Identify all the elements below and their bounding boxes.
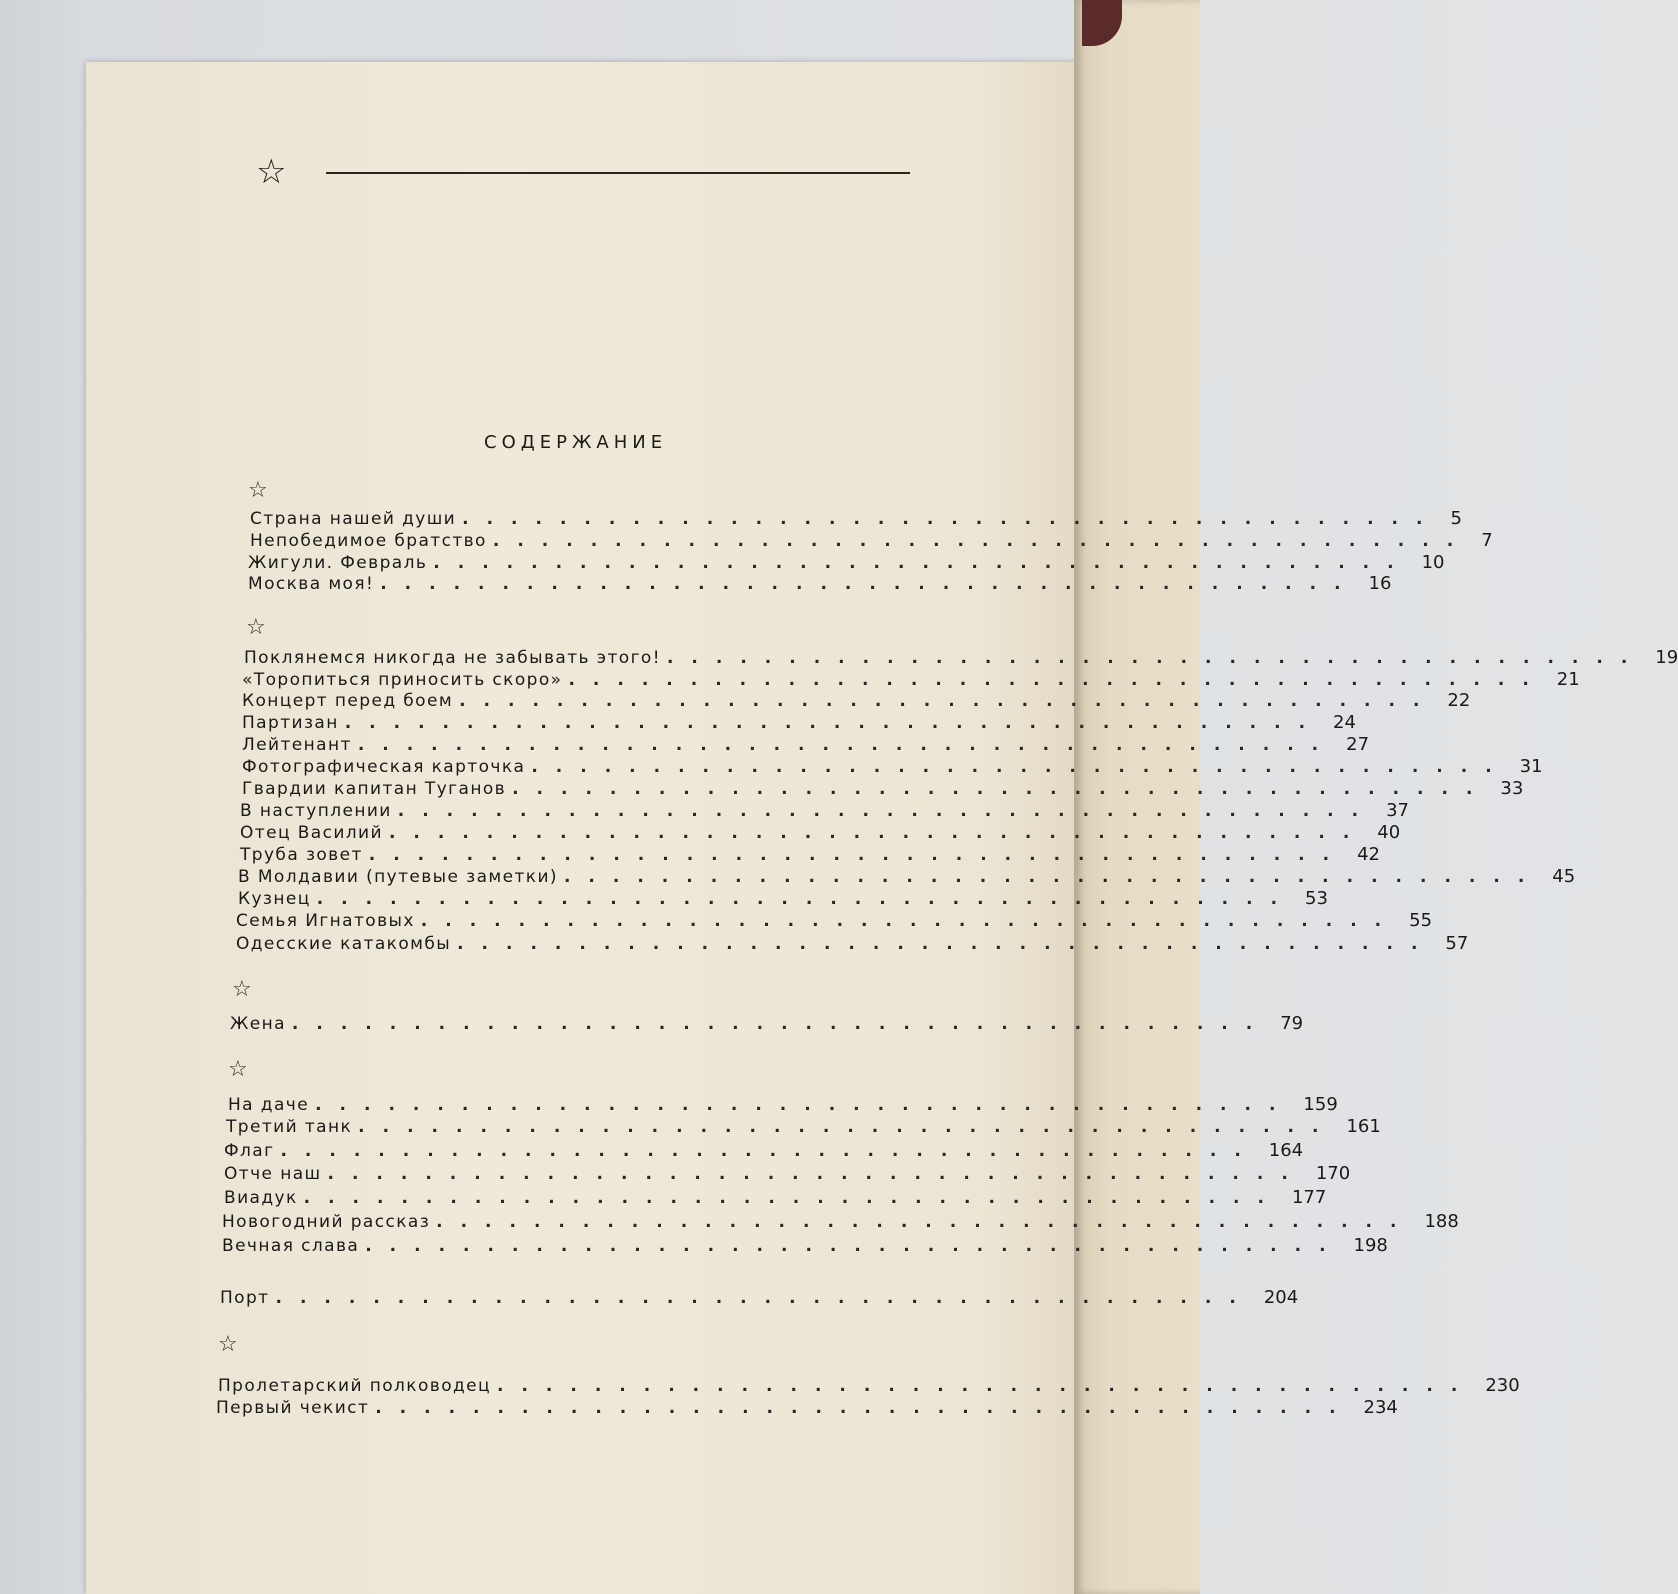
toc-item-page: 234 (1363, 1397, 1398, 1418)
toc-item-page: 161 (1346, 1116, 1381, 1137)
header-rule (326, 172, 910, 174)
leader-dots: ........................................ (365, 1236, 1344, 1256)
toc-item-title: Гвардии капитан Туганов (242, 779, 507, 799)
toc-item[interactable] (244, 647, 1678, 669)
leader-dots: ........................................ (275, 1288, 1254, 1308)
toc-item[interactable] (228, 1094, 1338, 1116)
toc-item-title: На даче (228, 1095, 310, 1115)
toc-item-title: Москва моя! (248, 574, 375, 594)
toc-item-page: 37 (1386, 800, 1409, 821)
toc-item-title: Новогодний рассказ (222, 1212, 431, 1232)
leader-dots: ........................................ (303, 1188, 1282, 1208)
toc-item[interactable] (242, 778, 1524, 800)
toc-item-page: 57 (1445, 933, 1469, 954)
toc-item[interactable] (242, 690, 1471, 712)
leader-dots: ........................................ (420, 911, 1400, 931)
leader-dots: ........................................ (327, 1164, 1306, 1184)
toc-item-title: Первый чекист (216, 1398, 370, 1418)
leader-dots: ........................................ (433, 553, 1412, 573)
toc-item[interactable] (248, 573, 1392, 595)
toc-item[interactable] (230, 1013, 1304, 1035)
toc-item-page: 177 (1291, 1187, 1327, 1208)
toc-item[interactable] (218, 1375, 1520, 1397)
section-star-icon: ☆ (248, 478, 268, 503)
toc-item-page: 45 (1552, 866, 1576, 887)
toc-item[interactable] (240, 800, 1409, 822)
leader-dots: ........................................ (397, 801, 1377, 821)
toc-item-title: Жигули. Февраль (248, 553, 428, 573)
toc-item-page: 53 (1305, 888, 1328, 909)
toc-item[interactable] (242, 734, 1370, 756)
toc-item-page: 198 (1353, 1235, 1388, 1256)
toc-item-title: Жена (230, 1014, 286, 1034)
section-star-icon: ☆ (228, 1057, 248, 1082)
toc-item-title: Отче наш (224, 1164, 322, 1184)
toc-item[interactable] (250, 508, 1462, 530)
toc-item[interactable] (250, 530, 1493, 552)
page-title: СОДЕРЖАНИЕ (484, 432, 668, 453)
toc-item-page: 27 (1346, 734, 1370, 755)
toc-item-page: 188 (1424, 1211, 1459, 1232)
toc-item-page: 164 (1268, 1140, 1304, 1161)
leader-dots: ........................................ (315, 1095, 1294, 1115)
leader-dots: ........................................ (344, 713, 1324, 733)
toc-item-page: 7 (1481, 530, 1493, 551)
toc-item-page: 55 (1409, 910, 1433, 931)
toc-item[interactable] (224, 1140, 1304, 1162)
toc-item[interactable] (242, 756, 1543, 778)
toc-item-title: Третий танк (226, 1117, 353, 1137)
toc-item-title: Труба зовет (240, 845, 363, 865)
toc-item-page: 33 (1500, 778, 1524, 799)
toc-item-page: 40 (1377, 822, 1401, 843)
leader-dots: ........................................ (436, 1212, 1415, 1232)
toc-item-title: Поклянемся никогда не забывать этого! (244, 648, 661, 668)
section-star-icon: ☆ (218, 1332, 238, 1357)
toc-item[interactable] (224, 1187, 1327, 1209)
toc-item[interactable] (222, 1235, 1388, 1257)
leader-dots: ........................................ (512, 779, 1491, 799)
toc-item-title: Фотографическая карточка (242, 757, 526, 777)
leader-dots: ........................................ (531, 757, 1510, 777)
toc-item-title: Страна нашей души (250, 509, 457, 529)
toc-item-page: 42 (1357, 844, 1380, 865)
toc-item[interactable] (238, 866, 1576, 888)
toc-item-title: Непобедимое братство (250, 531, 487, 551)
leader-dots: ........................................ (459, 691, 1438, 711)
toc-item[interactable] (236, 933, 1469, 955)
toc-item-title: Семья Игнатовых (236, 911, 415, 931)
toc-item[interactable] (216, 1397, 1398, 1419)
toc-item[interactable] (238, 888, 1328, 910)
leader-dots: ........................................ (462, 509, 1441, 529)
leader-dots: ........................................ (496, 1376, 1476, 1396)
toc-item-title: Концерт перед боем (242, 691, 454, 711)
toc-item-title: Вечная слава (222, 1236, 360, 1256)
toc-item-page: 16 (1368, 573, 1392, 594)
toc-item-page: 5 (1450, 508, 1462, 529)
leader-dots: ........................................ (563, 867, 1543, 887)
leader-dots: ........................................ (316, 889, 1296, 909)
toc-item-title: В Молдавии (путевые заметки) (238, 867, 558, 887)
toc-item-page: 79 (1280, 1013, 1304, 1034)
toc-item[interactable] (240, 822, 1401, 844)
toc-item[interactable] (224, 1163, 1351, 1185)
section-star-icon: ☆ (232, 977, 252, 1002)
toc-item[interactable] (240, 844, 1380, 866)
toc-item-page: 22 (1447, 690, 1471, 711)
toc-item-title: Партизан (242, 713, 339, 733)
leader-dots: ........................................ (358, 1117, 1337, 1137)
leader-dots: ........................................ (492, 531, 1472, 551)
toc-item-page: 230 (1485, 1375, 1520, 1396)
leader-dots: ........................................ (375, 1398, 1354, 1418)
toc-item-page: 159 (1303, 1094, 1338, 1115)
toc-item-title: В наступлении (240, 801, 392, 821)
toc-item-page: 10 (1421, 552, 1445, 573)
toc-item-page: 21 (1556, 669, 1580, 690)
toc-item-title: Лейтенант (242, 735, 352, 755)
toc-item[interactable] (220, 1287, 1299, 1309)
toc-item-page: 170 (1315, 1163, 1351, 1184)
leader-dots: ........................................ (357, 735, 1337, 755)
leader-dots: ........................................ (388, 823, 1368, 843)
toc-item[interactable] (226, 1116, 1381, 1138)
toc-item-title: Флаг (224, 1141, 275, 1161)
toc-item[interactable] (248, 552, 1445, 574)
toc-item-page: 24 (1333, 712, 1356, 733)
leader-dots: ........................................ (280, 1141, 1259, 1161)
toc-item-page: 19 (1655, 647, 1678, 668)
toc-item-title: Кузнец (238, 889, 311, 909)
star-outline-icon: ☆ (256, 152, 287, 192)
toc-item[interactable] (222, 1211, 1459, 1233)
leader-dots: ........................................ (380, 574, 1359, 594)
leader-dots: ........................................ (368, 845, 1348, 865)
toc-item-page: 31 (1519, 756, 1543, 777)
leader-dots: ........................................ (291, 1014, 1271, 1034)
section-star-icon: ☆ (246, 615, 266, 640)
toc-item-title: Пролетарский полководец (218, 1376, 491, 1396)
leader-dots: ........................................ (457, 934, 1436, 954)
leader-dots: ........................................ (568, 670, 1547, 690)
toc-item-title: Одесские катакомбы (236, 934, 452, 954)
toc-item-page: 204 (1263, 1287, 1299, 1308)
toc-item[interactable] (242, 712, 1356, 734)
leader-dots: ........................................ (666, 648, 1646, 668)
toc-item-title: Виадук (224, 1188, 298, 1208)
toc-item-title: Отец Василий (240, 823, 383, 843)
toc-item-title: Порт (220, 1288, 270, 1308)
toc-item[interactable] (242, 669, 1580, 691)
toc-item-title: «Торопиться приносить скоро» (242, 670, 563, 690)
toc-item[interactable] (236, 910, 1433, 932)
